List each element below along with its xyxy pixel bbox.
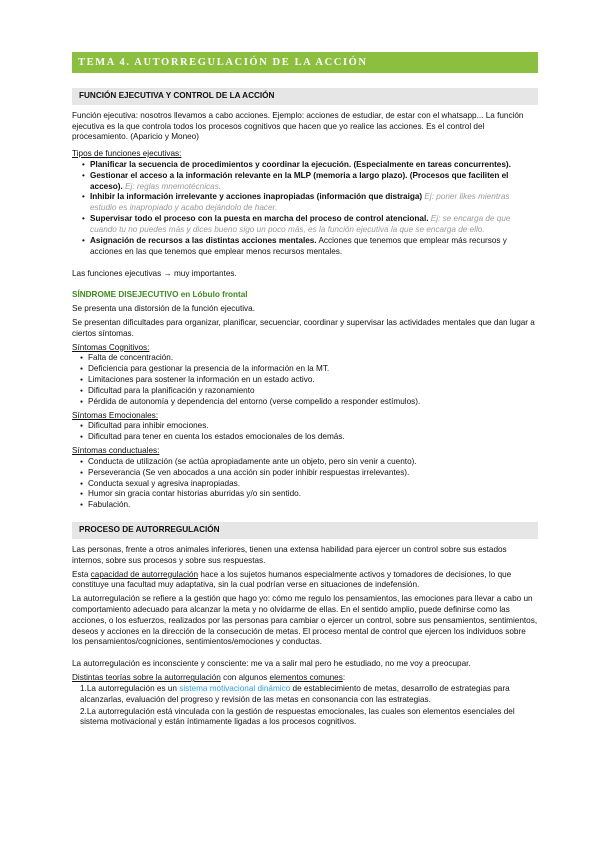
list-item: • Supervisar todo el proceso con la puesta en marcha del proceso de control atencional. Ej: se encarga de que cuando tu no puedes más y dices bueno sigo un poco más, es la función ejecutiva la que se encarga de ello. [82, 214, 538, 236]
list-item: ● Fabulación. [80, 500, 538, 511]
list-item: ● Deficiencia para gestionar la presencia de la información en la MT. [80, 364, 538, 375]
emotional-list [80, 421, 538, 443]
list-item: ● Conducta de utilización (se actúa apropiadamente ante un objeto, pero sin venir a cuento). [80, 457, 538, 468]
list-item: ● Perseverancia (Se ven abocados a una acción sin poder inhibir respuestas irrelevantes). [80, 468, 538, 479]
behavioral-label: Síntomas conductuales: [72, 446, 160, 456]
tipos-label: Tipos de funciones ejecutivas: [72, 149, 182, 159]
paragraph: Las personas, frente a otros animales inferiores, tienen una extensa habilidad para ejercer un control sobre sus estados internos, sobre sus procesos y sobre sus respuestas. [72, 544, 507, 565]
list-item: • Asignación de recursos a las distintas acciones mentales. Acciones que tenemos que emplear más recursos y acciones en las que tenemos que emplear menos recursos mentales. [82, 236, 538, 258]
behavioral-list [80, 457, 538, 511]
cognitive-list [80, 353, 538, 407]
paragraph: Se presentan dificultades para organizar, planificar, secuenciar, coordinar y supervisar las actividades mentales que dan lugar a ciertos síntomas. [72, 317, 535, 338]
paragraph: Se presenta una distorsión de la función ejecutiva. [72, 304, 255, 314]
cognitive-label: Síntomas Cognitivos: [72, 342, 150, 352]
list-item: ● Dificultad para la planificación y razonamiento [80, 386, 538, 397]
footer-line: Las funciones ejecutivas → muy importantes. [72, 269, 237, 279]
list-item: ● Limitaciones para sostener la información en un estado activo. [80, 375, 538, 386]
numbered-list [80, 684, 538, 728]
list-item: ● Falta de concentración. [80, 353, 538, 364]
list-item: ● Pérdida de autonomía y dependencia del entorno (verse compelido a responder estímulos). [80, 397, 538, 408]
list-item: 1.La autorregulación es un sistema motivacional dinámico de establecimiento de metas, desarrollo de estrategias para alcanzarlas, evaluación del progreso y revisión de las metas en consonancia con las estrategias. [80, 683, 510, 704]
ejecutiva-list [82, 160, 538, 257]
paragraph-intro: Función ejecutiva: nosotros llevamos a cabo acciones. Ejemplo: acciones de estudiar, de estar con el whatsapp... La función ejecutiva es la que controla todos los procesos cognitivos que hacen que yo realice las acciones. Es el control del procesamiento. (Aparicio y Moneo) [72, 110, 524, 142]
paragraph: La autorregulación es inconsciente y consciente: me va a salir mal pero he estudiado, no me voy a preocupar. [72, 659, 471, 669]
list-item: • Inhibir la información irrelevante y acciones inapropiadas (información que distraiga) Ej: poner likes mientras estudio es inapropiado y acabo dejándolo de hacer. [82, 192, 538, 214]
list-item: ● Humor sin gracia contar historias aburridas y/o sin sentido. [80, 489, 538, 500]
emotional-label: Síntomas Emocionales: [72, 410, 159, 420]
section-heading-autorregulacion: PROCESO DE AUTORREGULACIÓN [72, 522, 538, 539]
list-item: • Planificar la secuencia de procedimientos y coordinar la ejecución. (Especialmente en tareas concurrentes). [82, 160, 538, 171]
paragraph: La autorregulación se refiere a la gestión que hago yo: cómo me regulo los pensamientos, las emociones para llevar a cabo un comportamiento adecuado para alcanzar la meta y no olvidarme de ellas. En el sentido amplio, puede definirse como las acciones, o los esfuerzos, realizados por las personas para cambiar o ejercer un control, sobre sus pensamientos, sentimientos, deseos y acciones en la dirección de la consecución de metas. El proceso mental de control que ejercen los individuos sobre los pensamientos/cogniciones, sentimientos/emociones y conductas. [72, 594, 538, 647]
list-item: ● Dificultad para tener en cuenta los estados emocionales de los demás. [80, 432, 538, 443]
paragraph: Esta capacidad de autorregulación hace a los sujetos humanos especialmente activos y tomadores de decisiones, lo que constituye una facultad muy adaptativa, sin la cual podrían verse en situaciones de indefensión. [72, 569, 512, 590]
syndrome-heading: SÍNDROME DISEJECUTIVO en Lóbulo frontal [72, 290, 248, 300]
list-item: 2.La autorregulación está vinculada con la gestión de respuestas emocionales, las cuales son elementos esenciales del sistema motivacional y están íntimamente ligadas a los procesos cognitivos. [80, 706, 515, 727]
list-item: ● Dificultad para inhibir emociones. [80, 421, 538, 432]
section-heading-funcion-ejecutiva: FUNCIÓN EJECUTIVA Y CONTROL DE LA ACCIÓN [72, 88, 538, 105]
list-item: • Gestionar el acceso a la información relevante en la MLP (memoria a largo plazo). (Procesos que faciliten el acceso). Ej: reglas mnemotécnicas. [82, 171, 538, 193]
paragraph: Distintas teorías sobre la autorregulación con algunos elementos comunes: [72, 673, 346, 683]
list-item: ● Conducta sexual y agresiva inapropiadas. [80, 479, 538, 490]
chapter-title: TEMA 4. AUTORREGULACIÓN DE LA ACCIÓN [72, 52, 538, 73]
